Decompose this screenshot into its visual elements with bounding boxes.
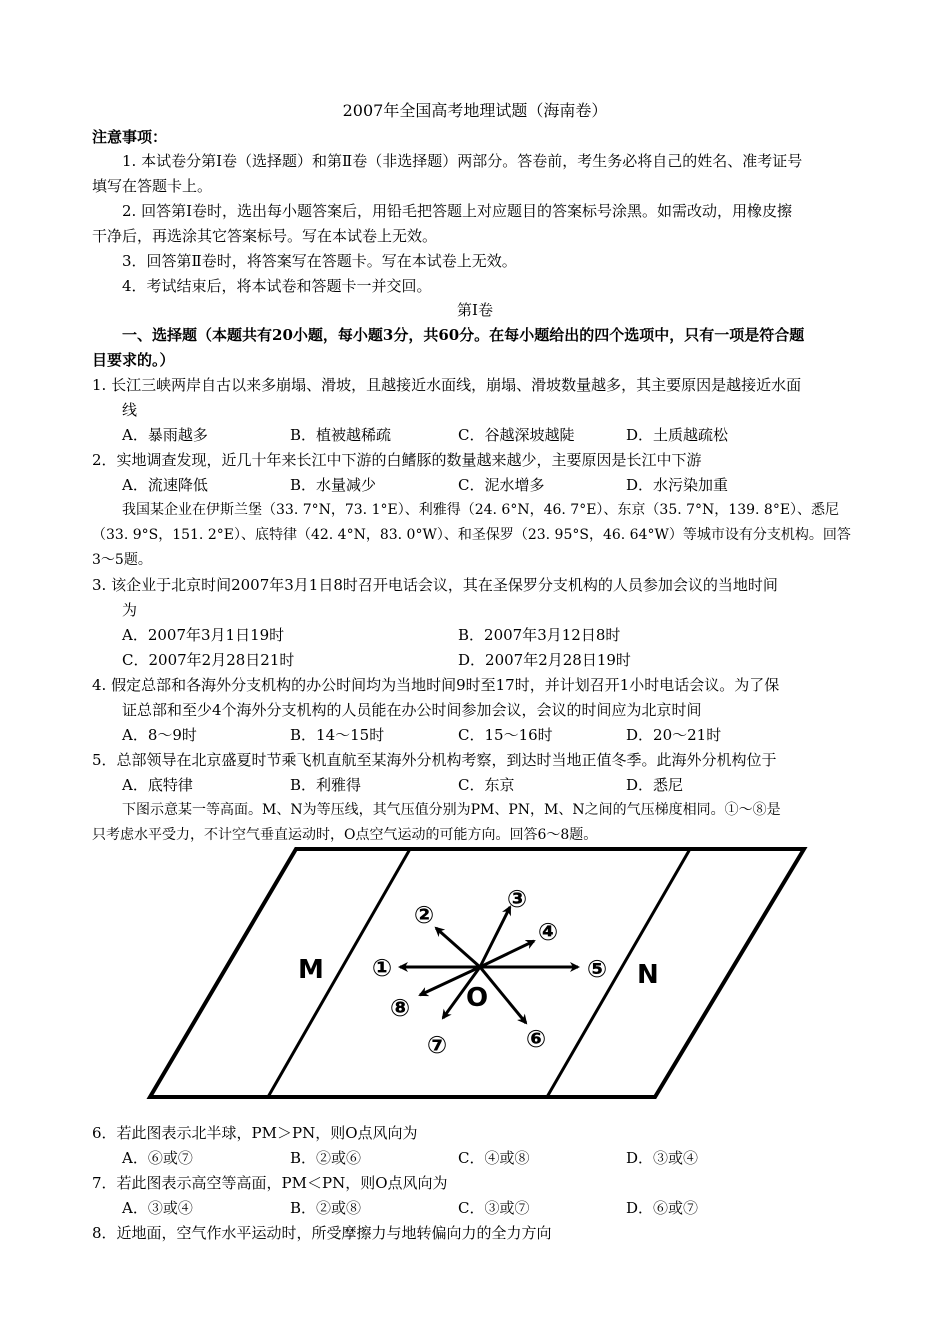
question-stem: 2．实地调查发现，近几十年来长江中下游的白鳍豚的数量越来越少，主要原因是长江中下游 [92, 451, 702, 469]
option-d: D．⑥或⑦ [626, 1199, 699, 1217]
question-stem: 6．若此图表示北半球，PM＞PN，则O点风向为 [92, 1124, 418, 1142]
question-stem: 为 [122, 601, 138, 619]
notice-line: 4．考试结束后，将本试卷和答题卡一并交回。 [122, 277, 432, 295]
option-a: A．底特律 [122, 776, 193, 794]
arrow-2 [436, 928, 480, 967]
part-heading: 一、选择题（本题共有20小题，每小题3分，共60分。在每小题给出的四个选项中，只有一项是符合题 [122, 326, 805, 344]
option-b: B．水量减少 [290, 476, 377, 494]
arrow-label-5: ⑤ [586, 955, 608, 983]
notice-line: 3．回答第Ⅱ卷时，将答案写在答题卡。写在本试卷上无效。 [122, 252, 517, 270]
option-d: D．水污染加重 [626, 476, 729, 494]
label-n: N [637, 960, 659, 990]
arrow-label-2: ② [413, 901, 435, 929]
option-c: C．谷越深坡越陡 [458, 426, 575, 444]
arrow-label-1: ① [371, 954, 393, 982]
option-c: C．东京 [458, 776, 515, 794]
option-d: D．20～21时 [626, 726, 722, 744]
question-stem: 4. 假定总部和各海外分支机构的办公时间均为当地时间9时至17时，并计划召开1小时电话会议。为了保 [92, 676, 780, 694]
arrow-3 [480, 907, 510, 967]
option-b: B．植被越稀疏 [290, 426, 392, 444]
question-stem: 8．近地面，空气作水平运动时，所受摩擦力与地转偏向力的全力方向 [92, 1224, 552, 1242]
question-stem: 线 [122, 401, 138, 419]
arrow-label-7: ⑦ [426, 1031, 448, 1059]
option-a: A．流速降低 [122, 476, 208, 494]
option-c: C．④或⑧ [458, 1149, 530, 1167]
option-c: C．③或⑦ [458, 1199, 530, 1217]
option-c: C．2007年2月28日21时 [122, 651, 295, 669]
passage-line: 只考虑水平受力，不计空气垂直运动时，O点空气运动的可能方向。回答6～8题。 [92, 827, 598, 843]
option-b: B．14～15时 [290, 726, 385, 744]
option-d: D．③或④ [626, 1149, 699, 1167]
passage-line: 3～5题。 [92, 552, 152, 568]
passage-line: （33. 9°S，151. 2°E）、底特律（42. 4°N，83. 0°W）、和圣保罗（23. 95°S，46. 64°W）等城市设有分支机构。回答 [92, 527, 851, 543]
option-a: A．2007年3月1日19时 [122, 626, 285, 644]
arrow-label-8: ⑧ [389, 994, 411, 1022]
question-stem: 证总部和至少4个海外分支机构的人员能在办公时间参加会议，会议的时间应为北京时间 [122, 701, 702, 719]
isobar-diagram [140, 840, 820, 1110]
question-stem: 3. 该企业于北京时间2007年3月1日8时召开电话会议，其在圣保罗分支机构的人员参加会议的当地时间 [92, 576, 778, 594]
option-c: C．泥水增多 [458, 476, 545, 494]
option-a: A．8～9时 [122, 726, 197, 744]
isobar-n [547, 849, 690, 1097]
option-a: A．暴雨越多 [122, 426, 208, 444]
notice-line: 2. 回答第Ⅰ卷时，选出每小题答案后，用铅毛把答题上对应题目的答案标号涂黑。如需改动，用橡皮擦 [122, 202, 793, 220]
option-d: D．悉尼 [626, 776, 684, 794]
option-c: C．15～16时 [458, 726, 553, 744]
notice-line: 填写在答题卡上。 [92, 177, 213, 195]
label-m: M [298, 955, 324, 985]
section-title: 第Ⅰ卷 [457, 301, 493, 319]
option-b: B．利雅得 [290, 776, 362, 794]
question-stem: 5．总部领导在北京盛夏时节乘飞机直航至某海外分机构考察，到达时当地正值冬季。此海外分机构位于 [92, 751, 777, 769]
notice-line: 1. 本试卷分第Ⅰ卷（选择题）和第Ⅱ卷（非选择题）两部分。答卷前，考生务必将自己的姓名、准考证号 [122, 152, 803, 170]
passage-line: 下图示意某一等高面。M、N为等压线，其气压值分别为PM、PN，M、N之间的气压梯度相同。①～⑧是 [122, 802, 781, 818]
arrow-label-3: ③ [506, 885, 528, 913]
notice-line: 干净后，再选涂其它答案标号。写在本试卷上无效。 [92, 227, 438, 245]
option-a: A．③或④ [122, 1199, 193, 1217]
notice-heading: 注意事项： [92, 128, 168, 146]
label-o: O [466, 983, 489, 1013]
question-stem: 1. 长江三峡两岸自古以来多崩塌、滑坡，且越接近水面线，崩塌、滑坡数量越多，其主要原因是越接近水面 [92, 376, 802, 394]
passage-line: 我国某企业在伊斯兰堡（33. 7°N，73. 1°E）、利雅得（24. 6°N，46. 7°E）、东京（35. 7°N，139. 8°E）、悉尼 [122, 502, 840, 518]
option-d: D．2007年2月28日19时 [458, 651, 631, 669]
arrow-label-6: ⑥ [525, 1025, 547, 1053]
option-b: B．②或⑥ [290, 1149, 362, 1167]
arrow-label-4: ④ [537, 918, 559, 946]
option-b: B．2007年3月12日8时 [458, 626, 621, 644]
part-heading: 目要求的。） [92, 351, 175, 369]
option-d: D．土质越疏松 [626, 426, 729, 444]
option-b: B．②或⑧ [290, 1199, 362, 1217]
option-a: A．⑥或⑦ [122, 1149, 193, 1167]
question-stem: 7．若此图表示高空等高面，PM＜PN，则O点风向为 [92, 1174, 448, 1192]
exam-title: 2007年全国高考地理试题（海南卷） [342, 101, 608, 120]
